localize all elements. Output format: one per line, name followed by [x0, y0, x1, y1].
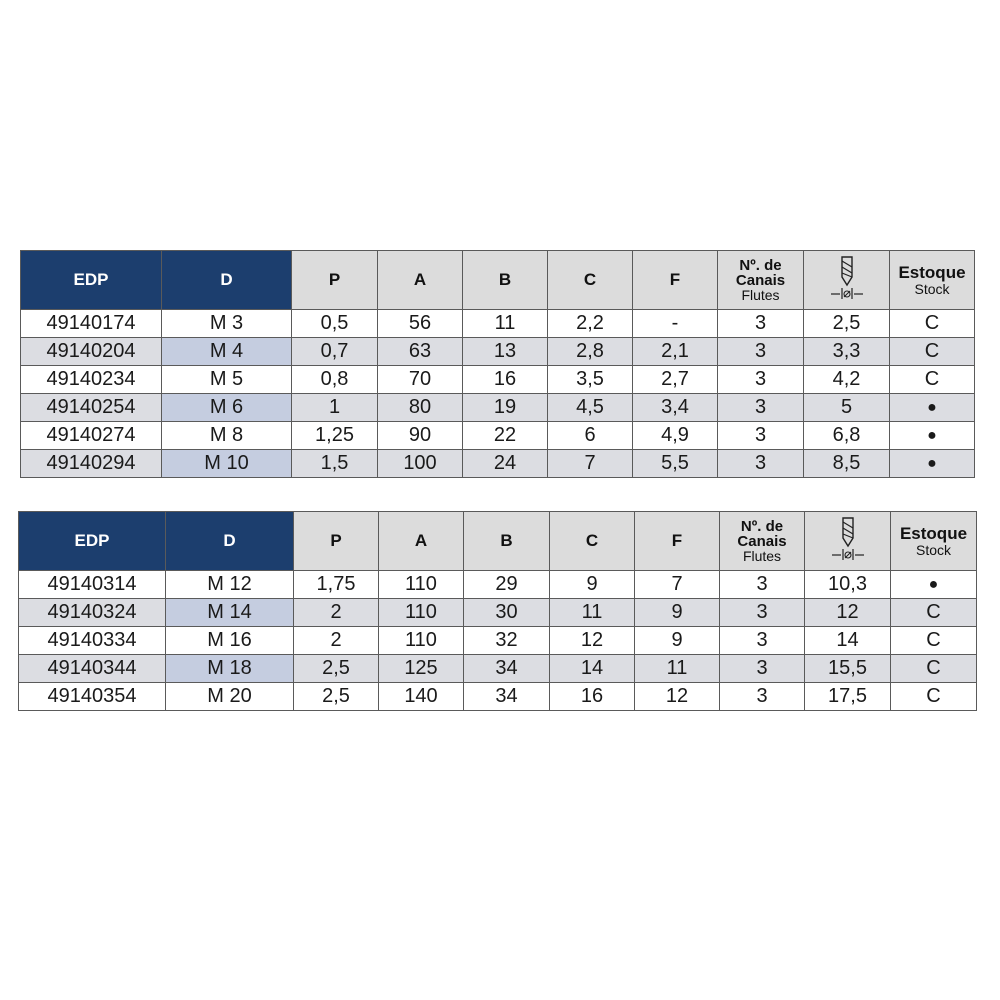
a-cell: 125 [379, 655, 464, 683]
flutes-label-2: Canais [737, 532, 787, 550]
a-cell: 110 [379, 571, 464, 599]
a-cell: 56 [378, 310, 463, 338]
stock-cell: C [890, 366, 975, 394]
c-cell: 6 [548, 422, 633, 450]
flutes-cell: 3 [720, 683, 805, 711]
flutes-cell: 3 [718, 450, 804, 478]
drill-diameter-icon [828, 516, 868, 567]
table-row [19, 599, 977, 627]
f-cell: 7 [635, 571, 720, 599]
b-cell: 19 [463, 394, 548, 422]
stock-cell: C [890, 338, 975, 366]
col-header-a: A [378, 251, 463, 310]
edp-cell: 49140294 [21, 450, 162, 478]
flutes-label-1: Nº. de [739, 256, 782, 274]
b-cell: 32 [464, 627, 550, 655]
c-cell: 11 [550, 599, 635, 627]
p-cell: 0,7 [292, 338, 378, 366]
diameter-cell: 15,5 [805, 655, 891, 683]
c-cell: 2,8 [548, 338, 633, 366]
diameter-cell: 3,3 [804, 338, 890, 366]
a-cell: 90 [378, 422, 463, 450]
flutes-cell: 3 [718, 366, 804, 394]
col-header-d: D [166, 512, 294, 571]
diameter-cell: 6,8 [804, 422, 890, 450]
col-header-stock [890, 251, 975, 310]
stock-cell: ● [890, 450, 975, 478]
c-cell: 9 [550, 571, 635, 599]
flutes-cell: 3 [718, 422, 804, 450]
p-cell: 2,5 [294, 655, 379, 683]
stock-cell: C [891, 599, 977, 627]
table-row [21, 310, 975, 338]
table-row [19, 627, 977, 655]
d-cell: M 4 [162, 338, 292, 366]
stock-cell: C [891, 627, 977, 655]
f-cell: 2,7 [633, 366, 718, 394]
stock-cell: ● [890, 422, 975, 450]
col-header-diameter [805, 512, 891, 571]
d-cell: M 18 [166, 655, 294, 683]
c-cell: 16 [550, 683, 635, 711]
f-cell: 9 [635, 599, 720, 627]
stock-cell: C [890, 310, 975, 338]
stock-cell: C [891, 655, 977, 683]
a-cell: 80 [378, 394, 463, 422]
flutes-label-3: Flutes [742, 547, 782, 564]
f-cell: 9 [635, 627, 720, 655]
f-cell: 11 [635, 655, 720, 683]
flutes-label-3: Flutes [741, 286, 780, 303]
a-cell: 100 [378, 450, 463, 478]
a-cell: 110 [379, 599, 464, 627]
edp-cell: 49140324 [19, 599, 166, 627]
b-cell: 34 [464, 655, 550, 683]
flutes-label-1: Nº. de [740, 517, 784, 535]
edp-cell: 49140204 [21, 338, 162, 366]
diameter-cell: 14 [805, 627, 891, 655]
d-cell: M 14 [166, 599, 294, 627]
flutes-cell: 3 [720, 627, 805, 655]
f-cell: 12 [635, 683, 720, 711]
a-cell: 70 [378, 366, 463, 394]
col-header-edp: EDP [19, 512, 166, 571]
a-cell: 110 [379, 627, 464, 655]
spec-table-1 [20, 250, 975, 478]
b-cell: 30 [464, 599, 550, 627]
col-header-d: D [162, 251, 292, 310]
p-cell: 2 [294, 627, 379, 655]
b-cell: 29 [464, 571, 550, 599]
p-cell: 1,75 [294, 571, 379, 599]
table-row [19, 655, 977, 683]
table-row [19, 571, 977, 599]
d-cell: M 16 [166, 627, 294, 655]
col-header-a: A [379, 512, 464, 571]
table-row [21, 366, 975, 394]
diameter-cell: 17,5 [805, 683, 891, 711]
p-cell: 2,5 [294, 683, 379, 711]
edp-cell: 49140174 [21, 310, 162, 338]
f-cell: 4,9 [633, 422, 718, 450]
d-cell: M 6 [162, 394, 292, 422]
d-cell: M 12 [166, 571, 294, 599]
f-cell: - [633, 310, 718, 338]
f-cell: 3,4 [633, 394, 718, 422]
d-cell: M 8 [162, 422, 292, 450]
table-row [21, 338, 975, 366]
d-cell: M 10 [162, 450, 292, 478]
a-cell: 140 [379, 683, 464, 711]
diameter-cell: 4,2 [804, 366, 890, 394]
col-header-p: P [294, 512, 379, 571]
b-cell: 34 [464, 683, 550, 711]
col-header-b: B [464, 512, 550, 571]
f-cell: 2,1 [633, 338, 718, 366]
b-cell: 13 [463, 338, 548, 366]
flutes-label-2: Canais [735, 271, 786, 289]
diameter-cell: 5 [804, 394, 890, 422]
flutes-cell: 3 [718, 310, 804, 338]
col-header-flutes [720, 512, 805, 571]
diameter-cell: 12 [805, 599, 891, 627]
edp-cell: 49140314 [19, 571, 166, 599]
edp-cell: 49140234 [21, 366, 162, 394]
c-cell: 12 [550, 627, 635, 655]
d-cell: M 5 [162, 366, 292, 394]
c-cell: 3,5 [548, 366, 633, 394]
header-row [19, 512, 977, 571]
p-cell: 0,8 [292, 366, 378, 394]
p-cell: 2 [294, 599, 379, 627]
diameter-cell: 10,3 [805, 571, 891, 599]
stock-label-1: Estoque [898, 263, 966, 282]
col-header-c: C [548, 251, 633, 310]
edp-cell: 49140274 [21, 422, 162, 450]
stock-label-1: Estoque [899, 524, 968, 543]
b-cell: 22 [463, 422, 548, 450]
b-cell: 11 [463, 310, 548, 338]
col-header-p: P [292, 251, 378, 310]
spec-table-2 [18, 511, 977, 711]
flutes-cell: 3 [720, 655, 805, 683]
stock-label-2: Stock [914, 281, 950, 297]
c-cell: 4,5 [548, 394, 633, 422]
edp-cell: 49140354 [19, 683, 166, 711]
c-cell: 2,2 [548, 310, 633, 338]
col-header-b: B [463, 251, 548, 310]
table-row [21, 450, 975, 478]
c-cell: 7 [548, 450, 633, 478]
table-row [21, 422, 975, 450]
edp-cell: 49140334 [19, 627, 166, 655]
col-header-f: F [633, 251, 718, 310]
col-header-c: C [550, 512, 635, 571]
p-cell: 1,25 [292, 422, 378, 450]
p-cell: 0,5 [292, 310, 378, 338]
p-cell: 1,5 [292, 450, 378, 478]
flutes-cell: 3 [720, 571, 805, 599]
stock-cell: C [891, 683, 977, 711]
b-cell: 24 [463, 450, 548, 478]
edp-cell: 49140344 [19, 655, 166, 683]
stock-label-2: Stock [915, 542, 951, 558]
diameter-cell: 8,5 [804, 450, 890, 478]
stock-cell: ● [891, 571, 977, 599]
c-cell: 14 [550, 655, 635, 683]
flutes-cell: 3 [720, 599, 805, 627]
col-header-edp: EDP [21, 251, 162, 310]
edp-cell: 49140254 [21, 394, 162, 422]
col-header-stock [891, 512, 977, 571]
a-cell: 63 [378, 338, 463, 366]
col-header-f: F [635, 512, 720, 571]
d-cell: M 20 [166, 683, 294, 711]
table-row [21, 394, 975, 422]
p-cell: 1 [292, 394, 378, 422]
table-row [19, 683, 977, 711]
col-header-diameter [804, 251, 890, 310]
d-cell: M 3 [162, 310, 292, 338]
flutes-cell: 3 [718, 338, 804, 366]
flutes-cell: 3 [718, 394, 804, 422]
f-cell: 5,5 [633, 450, 718, 478]
drill-diameter-icon [827, 255, 867, 306]
stock-cell: ● [890, 394, 975, 422]
diameter-cell: 2,5 [804, 310, 890, 338]
col-header-flutes [718, 251, 804, 310]
header-row [21, 251, 975, 310]
b-cell: 16 [463, 366, 548, 394]
